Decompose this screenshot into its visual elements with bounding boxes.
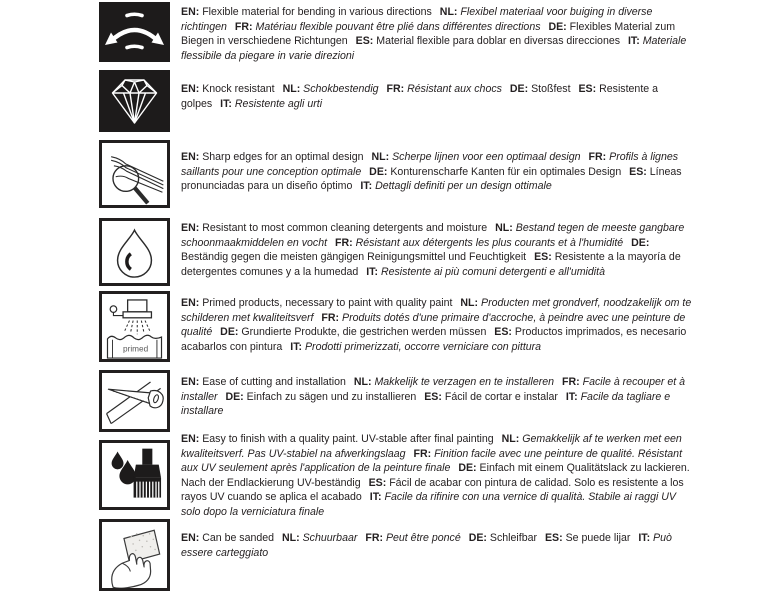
language-label: EN:	[181, 6, 200, 18]
feature-text: Knock resistant	[199, 83, 275, 95]
feature-text: Prodotti primerizzati, occorre verniciare con pittura	[302, 340, 542, 353]
language-label: FR:	[562, 376, 580, 388]
feature-text: Fácil de cortar e instalar	[441, 390, 558, 403]
feature-text: Resistant to most common cleaning detergents and moisture	[199, 222, 488, 234]
language-segment	[360, 180, 551, 192]
feature-text: Flexibles Material zum Biegen in verschiedene Richtungen	[181, 20, 676, 47]
language-label: DE:	[468, 532, 487, 544]
language-label: EN:	[181, 83, 200, 95]
language-label: NL:	[501, 433, 520, 445]
language-label: IT:	[369, 491, 382, 503]
language-label: EN:	[181, 297, 200, 309]
feature-text: Resistente a golpes	[181, 83, 658, 110]
feature-text: Schokbestendig	[300, 83, 379, 95]
magnifier-sharp-edge-icon	[99, 140, 170, 208]
feature-text: Gemakkelijk af te werken met een kwaliteitsverf. Pas UV-stabiel na afwerkingslaag	[181, 433, 682, 460]
language-label: EN:	[181, 376, 200, 388]
feature-text: Sharp edges for an optimal design	[199, 151, 364, 163]
feature-text: Facile da rifinire con una vernice di qualità. Stabile ai raggi UV solo dopo la verniciatura finale	[181, 491, 676, 518]
language-label: DE:	[220, 326, 239, 338]
language-label: ES:	[494, 326, 512, 338]
feature-text: Primed products, necessary to paint with quality paint	[199, 297, 453, 309]
language-segment	[181, 83, 275, 95]
language-segment	[356, 35, 620, 47]
feature-text: Ease of cutting and installation	[199, 376, 346, 388]
language-segment	[181, 6, 432, 18]
language-label: FR:	[365, 532, 383, 544]
feature-text: Facile da tagliare e installare	[181, 390, 671, 417]
language-label: NL:	[460, 297, 479, 309]
feature-description	[181, 296, 697, 354]
language-label: IT:	[565, 390, 578, 403]
sanding-hand-icon	[99, 519, 170, 591]
feature-text: Se puede lijar	[562, 532, 631, 544]
language-segment	[387, 83, 502, 95]
language-label: IT:	[627, 35, 640, 47]
primer-spray-icon	[99, 291, 170, 362]
language-label: FR:	[335, 236, 353, 249]
language-label: IT:	[360, 180, 373, 192]
language-label: EN:	[181, 532, 200, 544]
language-label: EN:	[181, 433, 200, 445]
feature-description	[181, 5, 697, 63]
language-label: FR:	[234, 20, 253, 33]
language-label: ES:	[578, 83, 597, 95]
language-segment	[282, 532, 357, 544]
feature-text: Einfach zu sägen und zu installieren	[243, 390, 417, 403]
feature-text: Resistente agli urti	[231, 97, 323, 110]
feature-text: Bestand tegen de meeste gangbare schoonmaakmiddelen en vocht	[181, 222, 685, 249]
feature-text: Material flexible para doblar en diversas direcciones	[373, 35, 621, 47]
feature-text: Can be sanded	[199, 532, 275, 544]
paint-brush-drops-icon	[99, 440, 170, 510]
language-label: IT:	[638, 532, 651, 544]
language-segment	[220, 326, 486, 338]
language-segment	[181, 532, 274, 544]
language-label: ES:	[544, 532, 563, 544]
language-segment	[469, 532, 537, 544]
feature-description	[181, 432, 697, 519]
language-segment	[181, 222, 487, 234]
feature-text: Flexibel materiaal voor buiging in diverse richtingen	[181, 6, 653, 33]
primed-label: primed	[123, 344, 149, 354]
feature-text: Profils à lignes saillants pour une conception optimale	[181, 151, 679, 178]
language-segment	[220, 98, 322, 110]
feature-text: Résistant aux chocs	[404, 83, 502, 95]
language-label: ES:	[424, 390, 442, 403]
feature-text: Materiale flessibile da piegare in varie direzioni	[181, 35, 687, 62]
language-segment	[372, 151, 581, 163]
saw-cutting-icon	[99, 370, 170, 432]
language-segment	[181, 297, 452, 309]
language-segment	[235, 21, 541, 33]
feature-text: Grundierte Produkte, die gestrichen werden müssen	[238, 326, 487, 338]
language-label: DE:	[458, 462, 477, 474]
feature-text: Flexible material for bending in various directions	[199, 6, 432, 18]
language-segment	[181, 376, 346, 388]
language-segment	[335, 237, 623, 249]
language-label: ES:	[355, 35, 374, 47]
language-label: NL:	[282, 83, 301, 95]
language-label: IT:	[366, 265, 378, 278]
feature-text: Matériau flexible pouvant être plié dans différentes directions	[252, 20, 541, 33]
water-drop-icon	[99, 218, 170, 286]
language-label: IT:	[290, 340, 303, 353]
feature-text: Scherpe lijnen voor een optimaal design	[389, 151, 581, 163]
language-label: FR:	[413, 447, 432, 460]
language-label: EN:	[181, 222, 200, 234]
language-label: ES:	[629, 165, 647, 178]
language-label: NL:	[282, 532, 300, 544]
language-segment	[365, 532, 460, 544]
language-segment	[354, 376, 554, 388]
feature-text: Produits dotés d'une primaire d'accroche, à peindre avec une peinture de qualité	[181, 311, 686, 338]
feature-text: Producten met grondverf, noodzakelijk om te schilderen met kwaliteitsverf	[181, 297, 692, 324]
language-label: ES:	[368, 476, 387, 489]
feature-text: Schuurbaar	[299, 532, 358, 544]
feature-text: Resistente ai più comuni detergenti e all'umidità	[378, 265, 605, 278]
feature-text: Schleifbar	[486, 532, 538, 544]
feature-text: Resistente a la mayoría de detergentes comunes y a la humedad	[181, 251, 681, 278]
feature-description	[181, 531, 697, 560]
language-segment	[283, 83, 379, 95]
feature-text: Può essere carteggiato	[181, 532, 672, 559]
feature-text: Finition facile avec une peinture de qualité. Résistant aux UV seulement après l'application de la peinture finale	[181, 447, 683, 474]
feature-text: Dettagli definiti per un design ottimale	[372, 180, 552, 192]
feature-text: Einfach mit einem Qualitätslack zu lackieren. Nach der Endlackierung UV-beständig	[181, 462, 690, 489]
feature-text: Facile à recouper et à installer	[181, 376, 686, 403]
feature-text: Konturenscharfe Kanten für ein optimales Design	[387, 165, 622, 178]
language-segment	[290, 341, 541, 353]
language-label: EN:	[181, 151, 200, 163]
language-label: ES:	[534, 251, 552, 263]
feature-text: Résistant aux détergents les plus courants et à l'humidité	[352, 236, 624, 249]
feature-description	[181, 375, 697, 419]
language-label: DE:	[631, 236, 650, 249]
language-label: DE:	[369, 165, 388, 178]
feature-text: Easy to finish with a quality paint. UV-stable after final painting	[199, 433, 494, 445]
bend-flexibility-icon	[99, 2, 170, 62]
feature-text: Beständig gegen die meisten gängigen Reinigungsmittel und Feuchtigkeit	[181, 251, 527, 263]
language-segment	[369, 166, 621, 178]
language-segment	[424, 391, 558, 403]
feature-description	[181, 82, 697, 111]
language-label: NL:	[495, 222, 513, 234]
language-label: DE:	[548, 20, 567, 33]
feature-text: Stoßfest	[528, 83, 571, 95]
language-label: DE:	[225, 390, 244, 403]
language-segment	[545, 532, 630, 544]
language-segment	[225, 391, 416, 403]
language-segment	[181, 151, 364, 163]
language-label: DE:	[509, 83, 529, 95]
language-label: NL:	[439, 6, 458, 18]
feature-description	[181, 221, 697, 279]
language-segment	[366, 266, 605, 278]
language-label: NL:	[353, 376, 372, 388]
feature-text: Fácil de acabar con pintura de calidad. Solo es resistente a los rayos UV cuando se aplica el acabado	[181, 476, 684, 503]
feature-text: Makkelijk te verzagen en te installeren	[371, 376, 555, 388]
diamond-icon	[99, 70, 170, 132]
language-segment	[181, 433, 494, 445]
feature-text: Líneas pronunciadas para un diseño óptimo	[181, 165, 682, 192]
language-label: IT:	[220, 97, 232, 110]
language-label: FR:	[386, 83, 405, 95]
language-label: FR:	[588, 151, 607, 163]
language-segment	[510, 83, 571, 95]
feature-description	[181, 150, 697, 194]
language-label: NL:	[371, 151, 390, 163]
feature-text: Peut être poncé	[383, 532, 461, 544]
feature-text: Productos imprimados, es necesario acabarlos con pintura	[181, 326, 687, 353]
language-label: FR:	[321, 311, 340, 324]
